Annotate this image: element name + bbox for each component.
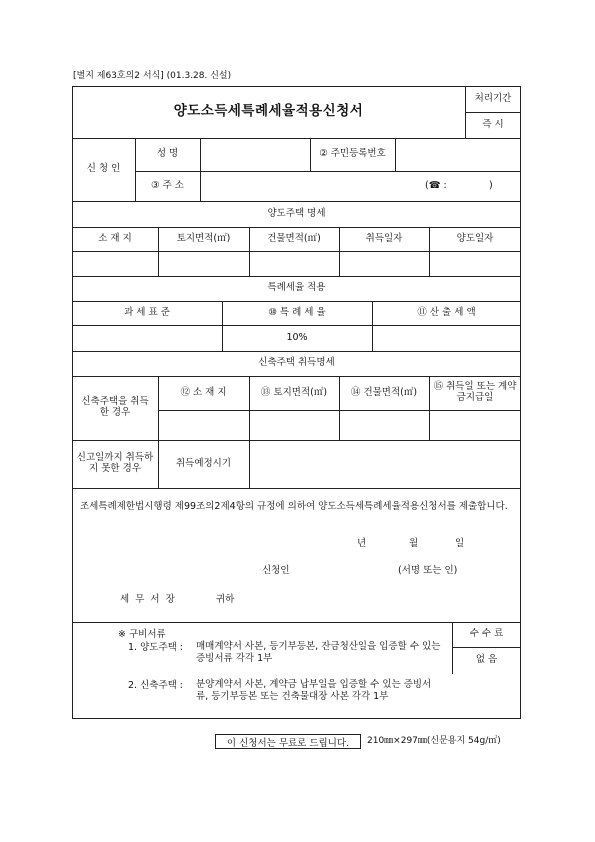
signer-label: 신청인 [262, 565, 290, 577]
name-field[interactable] [201, 139, 310, 171]
transfer-acquisition-date-field[interactable] [340, 252, 429, 276]
new-house-location-field[interactable] [159, 411, 249, 440]
transfer-acquisition-date-header: 취득일자 [365, 232, 403, 244]
special-rate-header: ⑩ 특 례 세 율 [268, 306, 326, 318]
transfer-date-header: 양도일자 [456, 232, 494, 244]
new-house-building-area-field[interactable] [340, 411, 429, 440]
transfer-house-section-title: 양도주택 명세 [267, 207, 326, 219]
processing-period-value: 즉 시 [482, 118, 504, 130]
address-label: ③ 주 소 [151, 179, 184, 191]
applicant-label: 신 청 인 [86, 163, 121, 175]
processing-period-label: 처리기간 [474, 92, 512, 104]
resident-number-label: ② 주민등록번호 [319, 148, 386, 160]
new-house-building-area-header: ⑭ 건물면적(㎡) [350, 386, 418, 398]
tax-base-header: 과 세 표 준 [124, 306, 170, 318]
tax-base-field[interactable] [73, 326, 222, 351]
signature-note: (서명 또는 인) [398, 565, 458, 577]
name-label: 성 명 [156, 148, 179, 160]
transfer-land-area-header: 토지면적(㎡) [176, 232, 231, 244]
document-item-1-text: 매매계약서 사본, 등기부등본, 잔금청산일을 입증할 수 있는 증빙서류 각각 1부 [196, 641, 441, 664]
recipient-label: 세 무 서 장 [120, 594, 175, 606]
transfer-location-header: 소 재 지 [98, 232, 132, 244]
fee-value: 없 음 [475, 654, 498, 666]
required-documents-title: ※ 구비서류 [118, 629, 166, 641]
not-acquired-label: 신고일까지 취득하지 못한 경우 [76, 452, 154, 474]
document-item-1-label: 1. 양도주택 : [128, 642, 184, 654]
resident-number-field[interactable] [396, 139, 520, 171]
planned-acquisition-field[interactable] [250, 441, 520, 488]
date-year-label: 년 [357, 538, 367, 550]
special-rate-value: 10% [286, 331, 308, 343]
form-title: 양도소득세특례세율적용신청서 [173, 103, 364, 120]
new-house-location-header: ⑫ 소 재 지 [180, 386, 227, 398]
declaration-text: 조세특례제한법시행령 제99조의2제4항의 규정에 의하여 양도소득세특례세율적용신청서를 제출합니다. [80, 500, 508, 512]
planned-acquisition-label: 취득예정시기 [175, 457, 232, 469]
paper-spec: 210㎜×297㎜(신문용지 54g/㎡) [367, 735, 501, 746]
new-house-land-area-header: ⑬ 토지면적(㎡) [260, 386, 328, 398]
calculated-tax-header: ⑪ 산 출 세 액 [417, 306, 476, 318]
transfer-location-field[interactable] [73, 252, 158, 276]
address-field[interactable] [201, 172, 421, 201]
calculated-tax-field[interactable] [373, 326, 520, 351]
transfer-building-area-header: 건물면적(㎡) [267, 232, 321, 244]
new-house-acquired-label: 신축주택을 취득한 경우 [81, 396, 149, 418]
new-house-land-area-field[interactable] [250, 411, 339, 440]
new-house-acquisition-date-header: ⑮ 취득일 또는 계약금지급일 [433, 381, 517, 403]
date-day-label: 일 [455, 538, 465, 550]
document-item-2-text: 분양계약서 사본, 계약금 납부일을 입증할 수 있는 증빙서류, 등기부등본 또는 건축물대장 사본 각각 1부 [196, 679, 432, 702]
special-rate-section-title: 특례세율 적용 [267, 282, 326, 294]
document-item-2-label: 2. 신축주택 : [128, 680, 184, 692]
transfer-building-area-field[interactable] [250, 252, 339, 276]
new-house-section-title: 신축주택 취득명세 [258, 357, 335, 369]
free-notice: 이 신청서는 무료로 드립니다. [215, 734, 361, 749]
fee-label: 수 수 료 [469, 628, 504, 640]
new-house-acquisition-date-field[interactable] [430, 411, 520, 440]
recipient-honorific: 귀하 [216, 594, 235, 606]
form-number-note: [별지 제63호의2 서식] (01.3.28. 신설) [73, 71, 232, 82]
date-month-label: 월 [409, 538, 419, 550]
phone-field[interactable]: (☎ : ) [425, 180, 493, 192]
transfer-land-area-field[interactable] [159, 252, 249, 276]
transfer-date-field[interactable] [430, 252, 520, 276]
